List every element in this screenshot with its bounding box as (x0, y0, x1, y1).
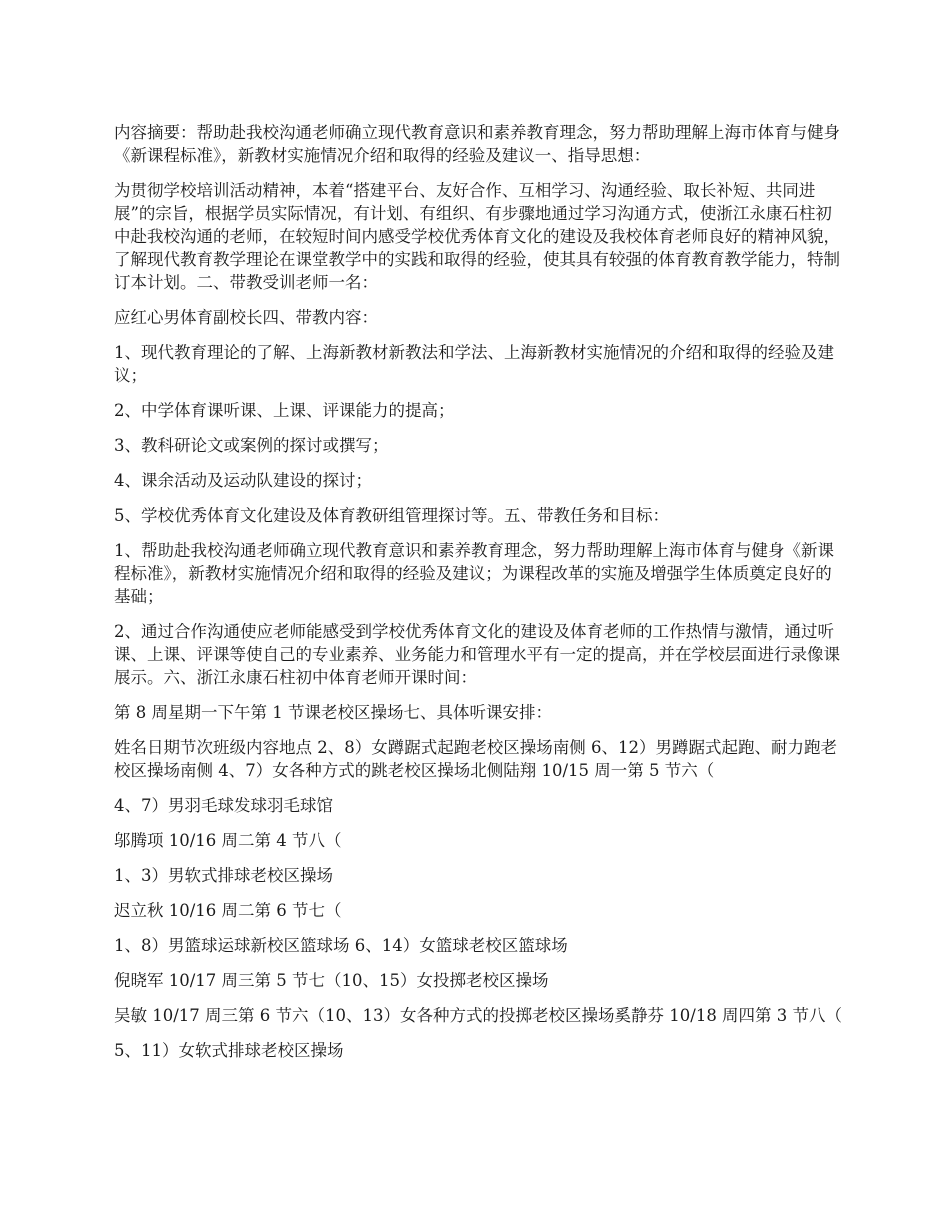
paragraph-schedule-row: 1、8）男篮球运球新校区篮球场 6、14）女篮球老校区篮球场 (114, 936, 568, 955)
paragraph-content-5: 5、学校优秀体育文化建设及体育教研组管理探讨等。五、带教任务和目标： (114, 506, 669, 525)
paragraph-schedule-row: 吴敏 10/17 周三第 6 节六（10、13）女各种方式的投掷老校区操场奚静芬 10/18 周四第 3 节八（ (114, 1006, 843, 1025)
paragraph-content-1: 1、现代教育理论的了解、上海新教材新教法和学法、上海新教材实施情况的介绍和取得的经验及建议； (114, 343, 834, 385)
paragraph-content-3: 3、教科研论文或案例的探讨或撰写； (114, 436, 389, 455)
paragraph-goal-2: 2、通过合作沟通使应老师能感受到学校优秀体育文化的建设及体育老师的工作热情与激情，通过听课、上课、评课等使自己的专业素养、业务能力和管理水平有一定的提高，并在学校层面进行录像课展示。六、浙江永康石柱初中体育老师开课时间： (114, 622, 840, 687)
paragraph-mentor: 应红心男体育副校长四、带教内容： (114, 308, 378, 327)
paragraph-schedule-header: 姓名日期节次班级内容地点 2、8）女蹲踞式起跑老校区操场南侧 6、12）男蹲踞式起跑、耐力跑老校区操场南侧 4、7）女各种方式的跳老校区操场北侧陆翔 10/15 周一第 5 节六（ (114, 738, 837, 780)
paragraph-content-4: 4、课余活动及运动队建设的探讨； (114, 471, 372, 490)
paragraph-goal-1: 1、帮助赴我校沟通老师确立现代教育意识和素养教育理念，努力帮助理解上海市体育与健身《新课程标准》，新教材实施情况介绍和取得的经验及建议；为课程改革的实施及增强学生体质奠定良好的基础； (114, 541, 834, 606)
paragraph-schedule-row: 迟立秋 10/16 周二第 6 节七（ (114, 901, 342, 920)
paragraph-schedule-row: 倪晓军 10/17 周三第 5 节七（10、15）女投掷老校区操场 (114, 971, 549, 990)
paragraph-lesson-time: 第 8 周星期一下午第 1 节课老校区操场七、具体听课安排： (114, 703, 552, 722)
document-body (114, 121, 844, 1074)
paragraph-content-2: 2、中学体育课听课、上课、评课能力的提高； (114, 401, 455, 420)
paragraph-summary: 内容摘要：帮助赴我校沟通老师确立现代教育意识和素养教育理念，努力帮助理解上海市体育与健身《新课程标准》，新教材实施情况介绍和取得的经验及建议一、指导思想： (114, 123, 840, 165)
paragraph-schedule-row: 邬腾项 10/16 周二第 4 节八（ (114, 831, 342, 850)
paragraph-schedule-row: 1、3）男软式排球老校区操场 (114, 866, 333, 885)
paragraph-schedule-row: 5、11）女软式排球老校区操场 (114, 1041, 344, 1060)
paragraph-schedule-row: 4、7）男羽毛球发球羽毛球馆 (114, 796, 333, 815)
paragraph-guiding-thought: 为贯彻学校培训活动精神，本着“搭建平台、友好合作、互相学习、沟通经验、取长补短、共同进展”的宗旨，根据学员实际情况，有计划、有组织、有步骤地通过学习沟通方式，使浙江永康石柱初中赴我校沟通的老师，在较短时间内感受学校优秀体育文化的建设及我校体育老师良好的精神风貌，了解现代教育教学理论在课堂教学中的实践和取得的经验，使其具有较强的体育教育教学能力，特制订本计划。二、带教受训老师一名： (114, 181, 840, 292)
